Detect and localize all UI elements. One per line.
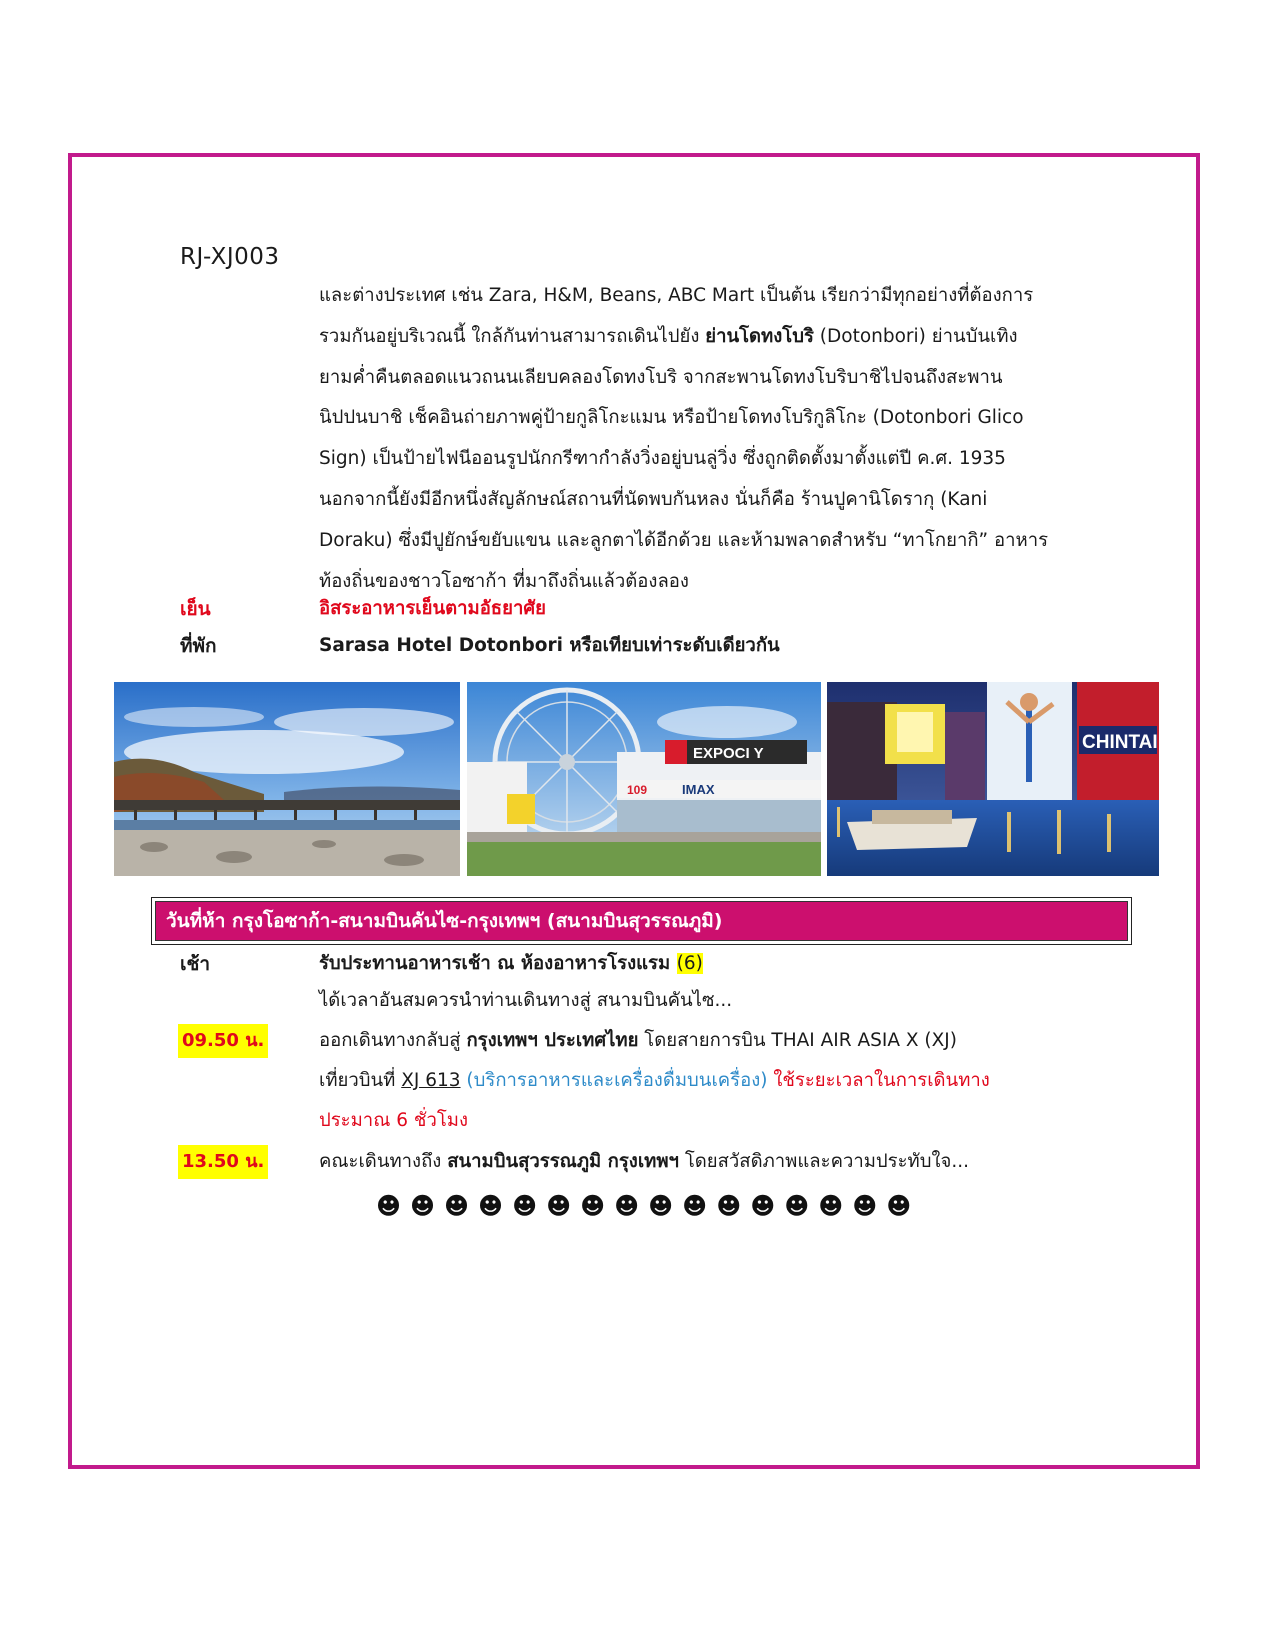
dinner-row [0,592,1275,626]
flight-row [319,1064,990,1098]
day-five-header [151,897,1132,945]
arrival-text-a: คณะเดินทางถึง [319,1151,448,1172]
dotonbori-district-name: ย่านโดทงโบริ [705,325,814,347]
arrival-row [0,1145,1275,1179]
description-line: นิปปนบาชิ เช็คอินถ่ายภาพคู่ป้ายกูลิโกะแมน หรือป้ายโดทงโบริกูลิโกะ (Dotonbori Glico [319,407,1024,429]
dinner-label: เย็น [180,598,211,620]
flight-duration-a: ใช้ระยะเวลาในการเดินทาง [767,1070,990,1091]
description-line: ท้องถิ่นของชาวโอซาก้า ที่มาถึงถิ่นแล้วต้องลอง [319,570,689,592]
photo-arashiyama-bridge [114,682,460,876]
description-text: (Dotonbori) ย่านบันเทิง [813,325,1018,347]
inflight-service: (บริการอาหารและเครื่องดื่มบนเครื่อง) [460,1070,768,1091]
arrival-text [319,1145,969,1179]
description-line: และต่างประเทศ เช่น Zara, H&M, Beans, ABC Mart เป็นต้น เรียกว่ามีทุกอย่างที่ต้องการ [319,285,1034,306]
photo-expocity [467,682,821,876]
breakfast-description: รับประทานอาหารเช้า ณ ห้องอาหารโรงแรม [319,953,677,974]
departure-airline: โดยสายการบิน THAI AIR ASIA X (XJ) [638,1030,957,1051]
arrival-airport: สนามบินสุวรรณภูมิ กรุงเทพฯ [447,1151,679,1172]
flight-number: XJ 613 [401,1070,461,1091]
dotonbori-description [319,276,1089,602]
imax-sign-text: IMAX [682,782,715,797]
photo-dotonbori [827,682,1159,876]
description-line: Sign) เป็นป้ายไฟนีออนรูปนักกรีฑากำลังวิ่งอยู่บนลู่วิ่ง ซึ่งถูกติดตั้งมาตั้งแต่ปี ค.ศ. 1935 [319,448,1006,470]
breakfast-text [319,947,703,981]
breakfast-row [0,947,1275,981]
description-line: นอกจากนี้ยังมีอีกหนึ่งสัญลักษณ์สถานที่นัดพบกันหลง นั่นก็คือ ร้านปูคานิโดรากุ (Kani [319,488,988,510]
photo-strip [114,682,1159,876]
expocity-sign-text: EXPOCI Y [693,745,764,762]
smiley-divider: ☻☻☻☻☻☻☻☻☻☻☻☻☻☻☻☻ [376,1192,921,1220]
description-line [319,317,1089,358]
hotel-row [0,629,1275,663]
departure-text [319,1024,957,1058]
program-code: RJ-XJ003 [180,244,280,270]
hotel-equivalent: หรือเทียบเท่าระดับเดียวกัน [569,635,780,656]
flight-prefix: เที่ยวบินที่ [319,1070,402,1091]
flight-duration-b: ประมาณ 6 ชั่วโมง [319,1110,469,1131]
hotel-name: Sarasa Hotel Dotonbori [319,635,570,656]
departure-text-a: ออกเดินทางกลับสู่ [319,1030,467,1051]
arrival-text-b: โดยสวัสดิภาพและความประทับใจ... [678,1151,969,1172]
hotel-text [319,629,780,663]
destination-bangkok: กรุงเทพฯ ประเทศไทย [466,1030,639,1051]
description-text: รวมกันอยู่บริเวณนี้ ใกล้กันท่านสามารถเดินไปยัง [319,325,706,347]
arrival-time: 13.50 น. [178,1145,268,1179]
hotel-label: ที่พัก [180,635,217,657]
depart-note: ได้เวลาอันสมควรนำท่านเดินทางสู่ สนามบินคันไซ... [319,990,733,1011]
dinner-text: อิสระอาหารเย็นตามอัธยาศัย [319,598,546,619]
departure-row [0,1024,1275,1058]
day-five-title: วันที่ห้า กรุงโอซาก้า-สนามบินคันไซ-กรุงเทพฯ (สนามบินสุวรรณภูมิ) [155,901,1128,941]
chintai-sign-text: CHINTAI [1082,732,1158,753]
breakfast-label: เช้า [180,953,211,975]
departure-time: 09.50 น. [178,1024,268,1058]
description-line: ยามค่ำคืนตลอดแนวถนนเลียบคลองโดทงโบริ จากสะพานโดทงโบริบาชิไปจนถึงสะพาน [319,366,1003,388]
cinema-sign-text: 109 [627,783,648,797]
description-line: Doraku) ซึ่งมีปูยักษ์ขยับแขน และลูกตาได้อีกด้วย และห้ามพลาดสำหรับ “ทาโกยากิ” อาหาร [319,529,1049,551]
meal-number-badge: (6) [676,953,703,974]
